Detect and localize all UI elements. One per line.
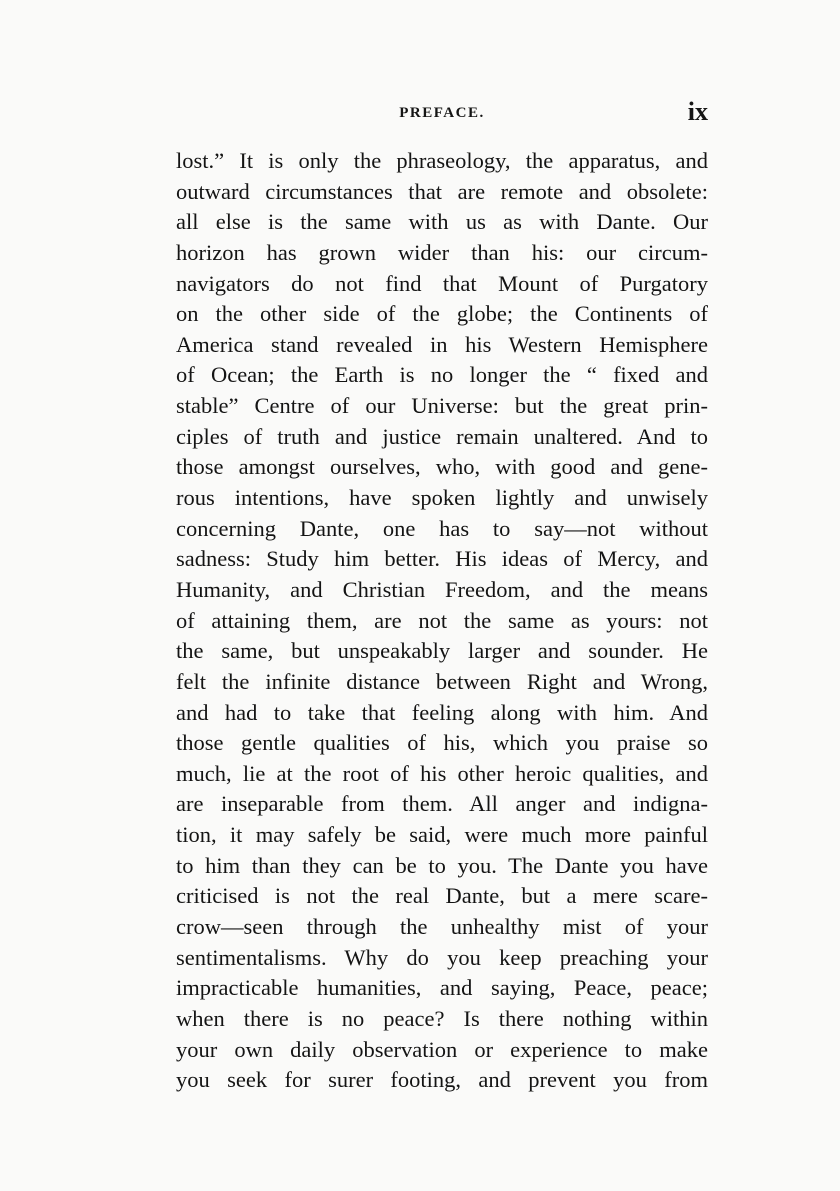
text-line: stable” Centre of our Universe: but the great prin- bbox=[176, 393, 708, 419]
text-line: when there is no peace? Is there nothing within bbox=[176, 1005, 708, 1031]
text-line: of attaining them, are not the same as yours: not bbox=[176, 607, 708, 633]
text-line: on the other side of the globe; the Continents of bbox=[176, 301, 708, 327]
text-line: rous intentions, have spoken lightly and unwisely bbox=[176, 485, 708, 511]
running-head-title: PREFACE. bbox=[399, 105, 485, 121]
text-line: impracticable humanities, and saying, Peace, peace; bbox=[176, 975, 708, 1001]
text-line: outward circumstances that are remote and obsolete: bbox=[176, 178, 708, 204]
text-line: of Ocean; the Earth is no longer the “ fixed and bbox=[176, 362, 708, 388]
text-line: crow—seen through the unhealthy mist of your bbox=[176, 914, 708, 940]
body-text bbox=[176, 146, 708, 1096]
text-line: concerning Dante, one has to say—not without bbox=[176, 515, 708, 541]
text-line: are inseparable from them. All anger and indigna- bbox=[176, 791, 708, 817]
text-line: navigators do not find that Mount of Purgatory bbox=[176, 270, 708, 296]
text-line: to him than they can be to you. The Dante you have bbox=[176, 852, 708, 878]
text-line: felt the infinite distance between Right and Wrong, bbox=[176, 668, 708, 694]
text-line: the same, but unspeakably larger and sounder. He bbox=[176, 638, 708, 664]
text-line: lost.” It is only the phraseology, the apparatus, and bbox=[176, 148, 708, 173]
text-line: and had to take that feeling along with him. And bbox=[176, 699, 708, 725]
text-line: those gentle qualities of his, which you praise so bbox=[176, 730, 708, 756]
text-line: tion, it may safely be said, were much more painful bbox=[176, 822, 708, 848]
page-number: ix bbox=[687, 97, 708, 126]
text-line: criticised is not the real Dante, but a mere scare- bbox=[176, 883, 708, 909]
text-line: ciples of truth and justice remain unaltered. And to bbox=[176, 423, 708, 449]
text-line: horizon has grown wider than his: our circum- bbox=[176, 239, 708, 265]
text-line: sadness: Study him better. His ideas of Mercy, and bbox=[176, 546, 708, 572]
text-line: you seek for surer footing, and prevent you from bbox=[176, 1067, 708, 1093]
text-line: all else is the same with us as with Dante. Our bbox=[176, 209, 708, 235]
running-head bbox=[176, 97, 708, 133]
text-line: Humanity, and Christian Freedom, and the means bbox=[176, 576, 708, 602]
text-line: much, lie at the root of his other heroic qualities, and bbox=[176, 760, 708, 786]
text-line: your own daily observation or experience to make bbox=[176, 1036, 708, 1062]
text-line: America stand revealed in his Western Hemisphere bbox=[176, 331, 708, 357]
text-line: sentimentalisms. Why do you keep preaching your bbox=[176, 944, 708, 970]
text-line: those amongst ourselves, who, with good and gene- bbox=[176, 454, 708, 480]
